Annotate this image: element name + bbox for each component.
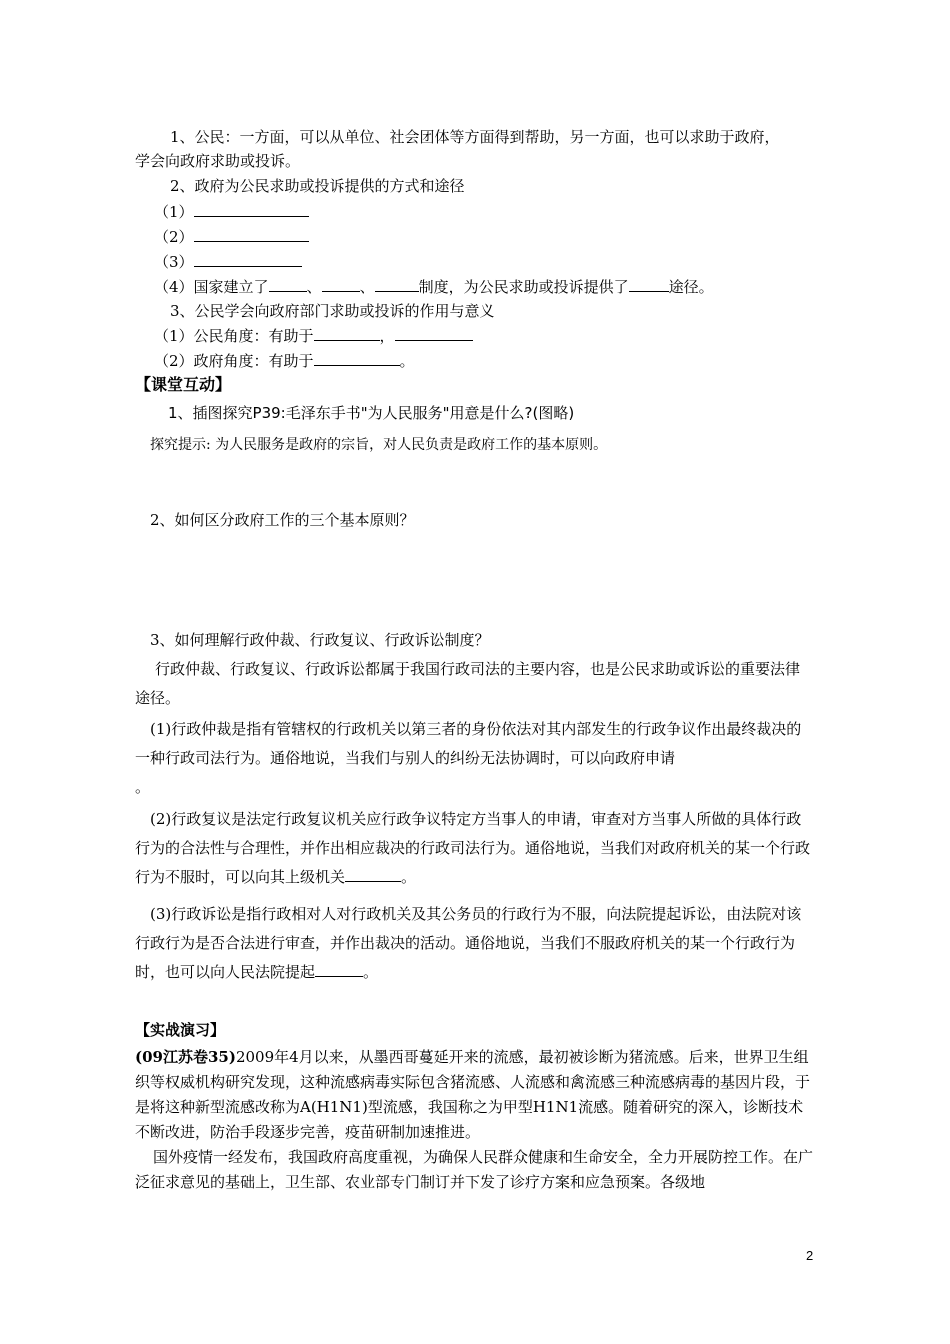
gov-angle-label: （2）政府角度：有助于 bbox=[154, 352, 314, 370]
item-4-text-c: 途径。 bbox=[668, 278, 714, 296]
item-4-text-a: （4）国家建立了 bbox=[154, 278, 269, 296]
para-practice-1 bbox=[135, 1045, 813, 1145]
item-3-label: （3） bbox=[154, 253, 194, 271]
blank-4d[interactable] bbox=[629, 277, 669, 292]
blank-4a[interactable] bbox=[269, 277, 307, 292]
heading-practice: 【实战演习】 bbox=[135, 1021, 226, 1039]
item-1-label: （1） bbox=[154, 203, 194, 221]
para-arbitration bbox=[135, 715, 813, 802]
item-3 bbox=[154, 251, 302, 273]
para-review-end: 。 bbox=[401, 868, 417, 886]
gov-angle bbox=[154, 350, 415, 372]
item-4-text-b: 制度，为公民求助或投诉提供了 bbox=[418, 278, 629, 296]
item-2 bbox=[154, 226, 309, 248]
blank-1[interactable] bbox=[194, 202, 309, 217]
blank-litigation[interactable] bbox=[315, 962, 363, 977]
item-2-label: （2） bbox=[154, 228, 194, 246]
para-review bbox=[135, 805, 813, 892]
para-citizen-line2: 学会向政府求助或投诉。 bbox=[135, 152, 301, 170]
blank-3[interactable] bbox=[194, 252, 302, 267]
page-number: 2 bbox=[806, 1248, 814, 1263]
para-litigation-text: (3)行政诉讼是指行政相对人对行政机关及其公务员的行政行为不服，向法院提起诉讼，由法院对该行政行为是否合法进行审查，并作出裁决的活动。通俗地说，当我们不服政府机关的某一个行政行为时，也可以向人民法院提起 bbox=[135, 905, 802, 981]
para-litigation-end: 。 bbox=[363, 963, 379, 981]
item-1 bbox=[154, 201, 309, 223]
hint-text: 探究提示: 为人民服务是政府的宗旨，对人民负责是政府工作的基本原则。 bbox=[150, 437, 608, 453]
para-gov-ways: 2、政府为公民求助或投诉提供的方式和途径 bbox=[170, 177, 465, 195]
para-significance: 3、公民学会向政府部门求助或投诉的作用与意义 bbox=[170, 302, 495, 320]
para-litigation bbox=[135, 900, 813, 987]
blank-5a[interactable] bbox=[314, 326, 380, 341]
heading-classroom: 【课堂互动】 bbox=[135, 375, 232, 394]
blank-6[interactable] bbox=[314, 351, 400, 366]
para-arbitration-end: 。 bbox=[135, 778, 151, 796]
question-2: 2、如何区分政府工作的三个基本原则？ bbox=[150, 511, 415, 529]
para-practice-1-text: 2009年4月以来，从墨西哥蔓延开来的流感，最初被诊断为猪流感。后来，世界卫生组织等权威机构研究发现，这种流感病毒实际包含猪流感、人流感和禽流感三种流感病毒的基因片段，于是将这种新型流感改称为A(H1N1)型流感，我国称之为甲型H1N1流感。随着研究的深入，诊断技术不断改进，防治手段逐步完善，疫苗研制加速推进。 bbox=[135, 1048, 811, 1141]
para-citizen-line1: 1、公民：一方面，可以从单位、社会团体等方面得到帮助，另一方面，也可以求助于政府， bbox=[170, 128, 780, 146]
citizen-angle bbox=[154, 325, 473, 347]
item-4 bbox=[154, 276, 714, 298]
period: 。 bbox=[399, 352, 415, 370]
para-practice-2: 国外疫情一经发布，我国政府高度重视，为确保人民群众健康和生命安全，全力开展防控工作。在广泛征求意见的基础上，卫生部、农业部专门制订并下发了诊疗方案和应急预案。各级地 bbox=[135, 1148, 814, 1191]
comma: ， bbox=[379, 327, 395, 345]
source-label: (09江苏卷35) bbox=[135, 1048, 236, 1066]
para-review-text: (2)行政复议是法定行政复议机关应行政争议特定方当事人的申请，审查对方当事人所做的具体行政行为的合法性与合理性，并作出相应裁决的行政司法行为。通俗地说，当我们对政府机关的某一个行政行为不服时，可以向其上级机关 bbox=[135, 810, 811, 886]
question-1: 1、插图探究P39:毛泽东手书"为人民服务"用意是什么?(图略) bbox=[168, 404, 575, 422]
para-intro: 行政仲裁、行政复议、行政诉讼都属于我国行政司法的主要内容，也是公民求助或诉讼的重要法律途径。 bbox=[135, 660, 801, 707]
para-arbitration-text: (1)行政仲裁是指有管辖权的行政机关以第三者的身份依法对其内部发生的行政争议作出最终裁决的一种行政司法行为。通俗地说，当我们与别人的纠纷无法协调时，可以向政府申请 bbox=[135, 720, 802, 767]
separator: 、 bbox=[359, 278, 375, 296]
blank-5b[interactable] bbox=[395, 326, 473, 341]
blank-4b[interactable] bbox=[322, 277, 360, 292]
blank-4c[interactable] bbox=[375, 277, 419, 292]
separator: 、 bbox=[306, 278, 322, 296]
citizen-angle-label: （1）公民角度：有助于 bbox=[154, 327, 314, 345]
blank-2[interactable] bbox=[194, 227, 309, 242]
blank-review[interactable] bbox=[345, 867, 401, 882]
question-3: 3、如何理解行政仲裁、行政复议、行政诉讼制度？ bbox=[150, 631, 490, 649]
